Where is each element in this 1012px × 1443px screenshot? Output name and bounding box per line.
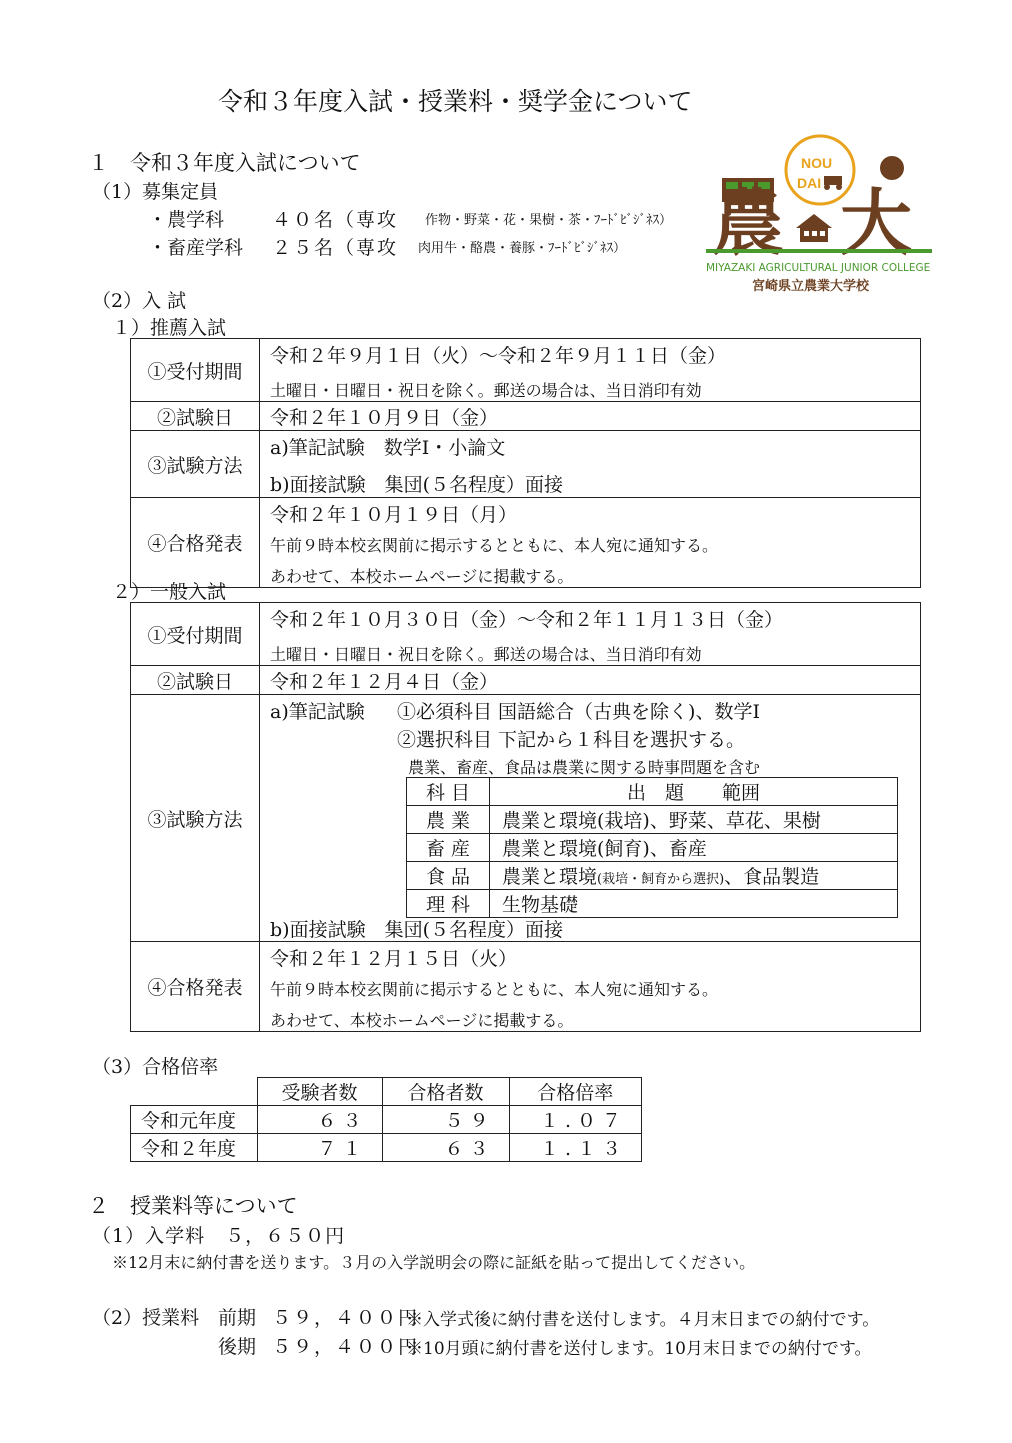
tuition-label: （2）授業料 <box>92 1307 200 1329</box>
general-result-date: 令和２年１２月１５日（火） <box>270 948 518 970</box>
tuition-term-second: 後期 <box>218 1336 257 1358</box>
rates-passed: ６３ <box>382 1134 509 1162</box>
rates-applicants: ６３ <box>257 1106 382 1134</box>
tuition-note-second: ※10月頭に納付書を送付します。10月末日までの納付です。 <box>406 1339 872 1359</box>
recommend-label-method: ③試験方法 <box>131 431 260 498</box>
recommend-period: 令和２年９月１日（火）～令和２年９月１１日（金） <box>270 345 727 367</box>
table-row <box>131 1078 642 1106</box>
recommend-period-note: 土曜日・日曜日・祝日を除く。郵送の場合は、当日消印有効 <box>270 381 702 400</box>
exam-heading: （2）入 試 <box>92 290 187 312</box>
subject-name: 畜 産 <box>407 834 490 862</box>
logo-glyph-nou: 農 <box>712 181 785 265</box>
table-row <box>131 431 921 498</box>
rates-header-ratio: 合格倍率 <box>509 1078 642 1106</box>
tuition-term-first: 前期 <box>218 1307 257 1329</box>
general-label-result: ④合格発表 <box>131 942 260 1032</box>
table-row <box>131 942 921 1032</box>
recommend-label-date: ②試験日 <box>131 402 260 431</box>
capacity-majors-agri: 作物・野菜・花・果樹・茶・ﾌｰﾄﾞﾋﾞｼﾞﾈｽ） <box>425 213 673 228</box>
general-date: 令和２年１２月４日（金） <box>270 671 499 693</box>
recommend-method-written: a)筆記試験 数学Ⅰ・小論文 <box>270 437 506 459</box>
rates-header-applicants: 受験者数 <box>257 1078 382 1106</box>
rates-header-blank <box>131 1078 258 1106</box>
logo-badge-line2: DAI <box>797 175 822 191</box>
table-row <box>407 862 898 890</box>
rates-passed: ５９ <box>382 1106 509 1134</box>
capacity-num-agri: ４０名（専攻 <box>272 209 399 231</box>
general-period-note: 土曜日・日曜日・祝日を除く。郵送の場合は、当日消印有効 <box>270 645 702 664</box>
general-result-note1: 午前９時本校玄関前に掲示するとともに、本人宛に通知する。 <box>270 980 719 999</box>
tuition-amount-second: ５９，４００円 <box>272 1336 420 1358</box>
recommend-result-date: 令和２年１０月１９日（月） <box>270 504 518 526</box>
subject-scope <box>490 862 898 890</box>
table-row <box>131 402 921 431</box>
capacity-dept-agri: ・農学科 <box>148 209 225 231</box>
subject-scope-small: (栽培・飼育から選択) <box>597 872 725 887</box>
table-row <box>131 1134 642 1162</box>
table-row <box>131 603 921 666</box>
college-logo <box>700 130 940 300</box>
general-heading: ２）一般入試 <box>112 581 227 603</box>
table-row <box>407 806 898 834</box>
recommend-date: 令和２年１０月９日（金） <box>270 407 499 429</box>
rates-header-passed: 合格者数 <box>382 1078 509 1106</box>
capacity-dept-livestock: ・畜産学科 <box>148 237 244 259</box>
recommend-method-interview: b)面接試験 集団(５名程度）面接 <box>270 474 563 496</box>
recommend-table <box>130 338 921 588</box>
recommend-heading: １）推薦入試 <box>112 317 227 339</box>
recommend-label-result: ④合格発表 <box>131 498 260 588</box>
admission-fee: （1）入学料 ５，６５０円 <box>92 1225 346 1247</box>
recommend-result-note1: 午前９時本校玄関前に掲示するとともに、本人宛に通知する。 <box>270 536 719 555</box>
section1-heading: １ 令和３年度入試について <box>88 151 361 175</box>
recommend-label-period: ①受付期間 <box>131 339 260 402</box>
logo-glyph-dai: 大 <box>840 181 913 265</box>
table-row <box>131 695 921 942</box>
subject-scope: 農業と環境(栽培)、野菜、草花、果樹 <box>490 806 898 834</box>
subject-scope: 生物基礎 <box>490 890 898 918</box>
general-interview: b)面接試験 集団(５名程度）面接 <box>270 919 563 941</box>
general-label-period: ①受付期間 <box>131 603 260 666</box>
logo-japanese-name: 宮崎県立農業大学校 <box>752 279 870 294</box>
subject-name: 農 業 <box>407 806 490 834</box>
table-row <box>407 890 898 918</box>
general-written-label: a)筆記試験 <box>270 701 365 723</box>
general-elective: ②選択科目 下記から１科目を選択する。 <box>397 729 746 751</box>
subject-scope-pre: 農業と環境 <box>502 866 598 888</box>
subject-scope-post: 、食品製造 <box>724 866 820 888</box>
table-row <box>131 1106 642 1134</box>
table-row <box>131 498 921 588</box>
rates-year: 令和元年度 <box>131 1106 258 1134</box>
subject-name: 食 品 <box>407 862 490 890</box>
logo-badge-line1: NOU <box>801 155 833 171</box>
capacity-heading: （1）募集定員 <box>92 181 219 203</box>
capacity-majors-livestock: 肉用牛・酪農・養豚・ﾌｰﾄﾞﾋﾞｼﾞﾈｽ） <box>418 241 627 256</box>
tuition-amount-first: ５９，４００円 <box>272 1307 420 1329</box>
capacity-num-livestock: ２５名（専攻 <box>272 237 399 259</box>
subject-header-scope: 出 題 範囲 <box>490 778 898 806</box>
logo-graphic <box>700 130 940 300</box>
admission-note: ※12月末に納付書を送ります。３月の入学説明会の際に証紙を貼って提出してください。 <box>112 1253 756 1272</box>
tuition-note-first: ※入学式後に納付書を送付します。４月末日までの納付です。 <box>406 1310 880 1330</box>
general-required: ①必須科目 国語総合（古典を除く)、数学Ⅰ <box>397 701 760 723</box>
rates-table <box>130 1077 642 1162</box>
page-title: 令和３年度入試・授業料・奨学金について <box>218 87 693 116</box>
rates-heading: （3）合格倍率 <box>92 1056 219 1078</box>
subject-table <box>406 777 898 918</box>
table-row <box>407 778 898 806</box>
general-table <box>130 602 921 1032</box>
general-result-note2: あわせて、本校ホームページに掲載する。 <box>270 1011 574 1030</box>
general-elective-note: 農業、畜産、食品は農業に関する時事問題を含む <box>408 758 761 777</box>
section2-heading: ２ 授業料等について <box>88 1194 298 1218</box>
rates-ratio: １.１３ <box>509 1134 642 1162</box>
logo-english-name: MIYAZAKI AGRICULTURAL JUNIOR COLLEGE <box>706 262 931 274</box>
rates-applicants: ７１ <box>257 1134 382 1162</box>
subject-header-subject: 科 目 <box>407 778 490 806</box>
table-row <box>131 666 921 695</box>
general-label-date: ②試験日 <box>131 666 260 695</box>
rates-year: 令和２年度 <box>131 1134 258 1162</box>
general-label-method: ③試験方法 <box>131 695 260 942</box>
table-row <box>131 339 921 402</box>
rates-ratio: １.０７ <box>509 1106 642 1134</box>
table-row <box>407 834 898 862</box>
recommend-result-note2: あわせて、本校ホームページに掲載する。 <box>270 567 574 586</box>
general-period: 令和２年１０月３０日（金）～令和２年１１月１３日（金） <box>270 609 784 631</box>
subject-scope: 農業と環境(飼育)、畜産 <box>490 834 898 862</box>
subject-name: 理 科 <box>407 890 490 918</box>
